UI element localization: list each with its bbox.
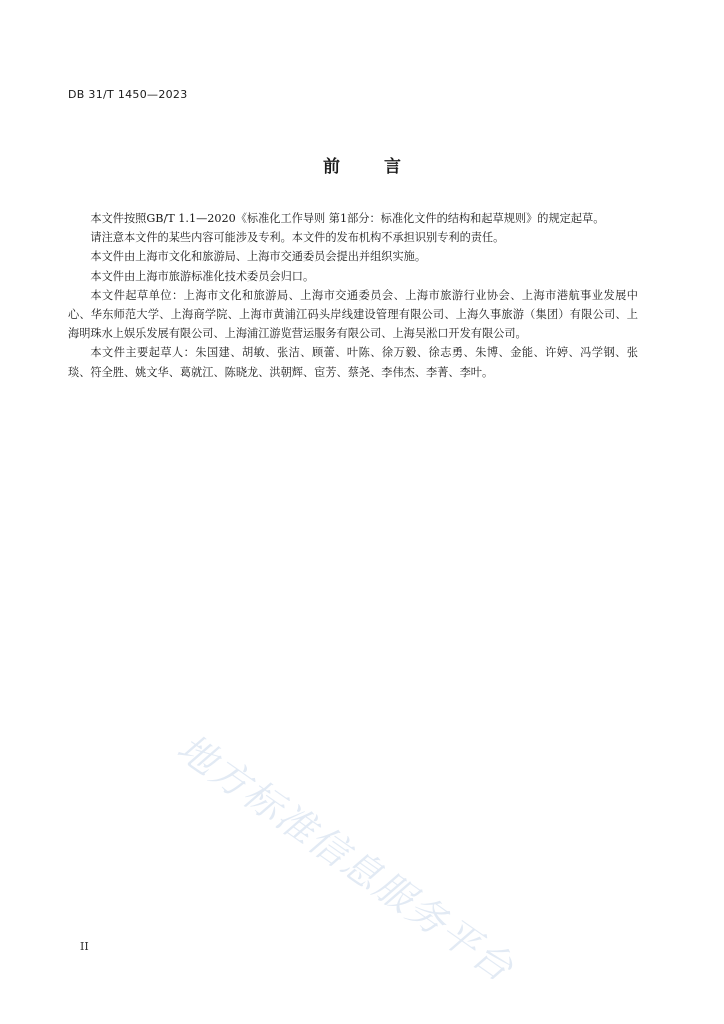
page-number: II: [80, 940, 89, 953]
paragraph-patent-notice: 请注意本文件的某些内容可能涉及专利。本文件的发布机构不承担识别专利的责任。: [90, 231, 505, 245]
document-code: DB 31/T 1450—2023: [68, 88, 188, 101]
paragraph-drafters: 本文件主要起草人：朱国建、胡敏、张洁、顾蕾、叶陈、徐万毅、徐志勇、朱博、金能、许婷、冯学钢、张琰、符全胜、姚文华、葛就江、陈晓龙、洪朝辉、宦芳、蔡尧、李伟杰、李菁、李叶。: [68, 346, 638, 379]
document-body: [68, 209, 638, 382]
watermark: 地方标准信息服务平台: [169, 725, 523, 991]
paragraph-drafting-rules: 本文件按照GB/T 1.1—2020《标准化工作导则 第1部分：标准化文件的结构和起草规则》的规定起草。: [90, 212, 605, 225]
page-title: 前言: [323, 157, 445, 177]
paragraph-technical-committee: 本文件由上海市旅游标准化技术委员会归口。: [90, 269, 315, 283]
paragraph-drafting-units: 本文件起草单位：上海市文化和旅游局、上海市交通委员会、上海市旅游行业协会、上海市港航事业发展中心、华东师范大学、上海商学院、上海市黄浦江码头岸线建设管理有限公司、上海久事旅游（集团）有限公司、上海明珠水上娱乐发展有限公司、上海浦江游览营运服务有限公司、上海吴淞口开发有限公司。: [68, 288, 638, 341]
paragraph-proposer: 本文件由上海市文化和旅游局、上海市交通委员会提出并组织实施。: [90, 250, 427, 264]
